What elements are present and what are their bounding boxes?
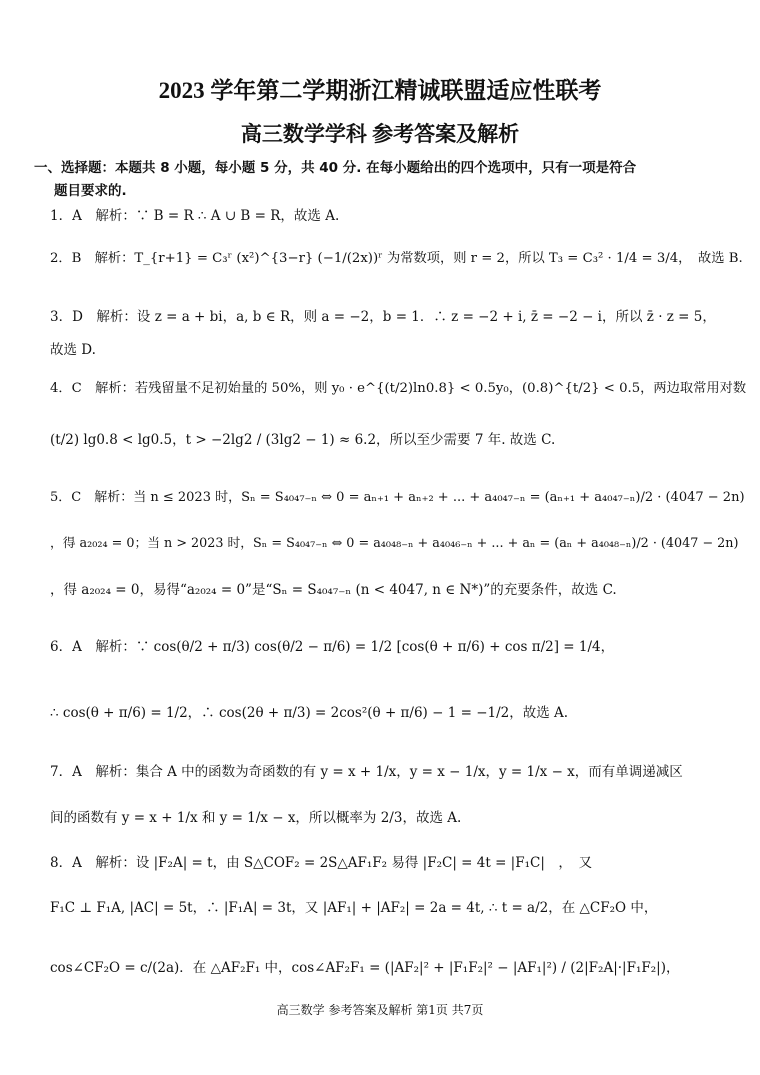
section-heading-line2: 题目要求的.: [54, 183, 127, 199]
answer-q1: 1．A 解析：∵ B = R ∴ A ∪ B = R，故选 A.: [50, 208, 340, 224]
answer-q7-line2: 间的函数有 y = x + 1/x 和 y = 1/x − x，所以概率为 2/3，故选 A.: [50, 810, 462, 826]
answer-q5-line2: ，得 a₂₀₂₄ = 0；当 n > 2023 时，Sₙ = S₄₀₄₇₋ₙ ⇔ 0 = a₄₀₄₈₋ₙ + a₄₀₄₆₋ₙ + ... + aₙ = (aₙ + a₄₀₄₈₋ₙ)/2 · (4047 − 2n): [50, 536, 739, 551]
answer-q6-line1: 6．A 解析：∵ cos(θ/2 + π/3) cos(θ/2 − π/6) = 1/2 [cos(θ + π/6) + cos π/2] = 1/4，: [50, 639, 615, 655]
document-title: 2023 学年第二学期浙江精诚联盟适应性联考: [158, 78, 602, 103]
answer-q4-line1: 4．C 解析：若残留量不足初始量的 50%，则 y₀ · e^{(t/2)ln0.8} < 0.5y₀，(0.8)^{t/2} < 0.5，两边取常用对数: [50, 381, 747, 396]
answer-q8-line2: F₁C ⊥ F₁A, |AC| = 5t，∴ |F₁A| = 3t，又 |AF₁| + |AF₂| = 2a = 4t, ∴ t = a/2，在 △CF₂O 中，: [50, 900, 658, 916]
answer-q2: 2．B 解析：T_{r+1} = C₃ʳ (x²)^{3−r} (−1/(2x))ʳ 为常数项，则 r = 2，所以 T₃ = C₃² · 1/4 = 3/4， 故选 B.: [50, 251, 743, 266]
answer-q3-line2: 故选 D.: [50, 342, 96, 358]
answer-q5-line1: 5．C 解析：当 n ≤ 2023 时，Sₙ = S₄₀₄₇₋ₙ ⇔ 0 = aₙ₊₁ + aₙ₊₂ + ... + a₄₀₄₇₋ₙ = (aₙ₊₁ + a₄₀₄₇₋ₙ)/2 · (4047 − 2n): [50, 490, 745, 505]
answer-q7-line1: 7．A 解析：集合 A 中的函数为奇函数的有 y = x + 1/x，y = x − 1/x，y = 1/x − x，而有单调递减区: [50, 764, 683, 780]
answer-q4-line2: (t/2) lg0.8 < lg0.5，t > −2lg2 / (3lg2 − 1) ≈ 6.2，所以至少需要 7 年. 故选 C.: [50, 432, 556, 448]
answer-q8-line1: 8．A 解析：设 |F₂A| = t，由 S△COF₂ = 2S△AF₁F₂ 易得 |F₂C| = 4t = |F₁C| ， 又: [50, 855, 593, 871]
page-footer: 高三数学 参考答案及解析 第1页 共7页: [276, 1003, 484, 1017]
answer-q5-line3: ，得 a₂₀₂₄ = 0，易得“a₂₀₂₄ = 0”是“Sₙ = S₄₀₄₇₋ₙ (n < 4047, n ∈ N*)”的充要条件，故选 C.: [50, 582, 617, 598]
answer-q8-line3: cos∠CF₂O = c/(2a)．在 △AF₂F₁ 中，cos∠AF₂F₁ = (|AF₂|² + |F₁F₂|² − |AF₁|²) / (2|F₂A|·|F₁F₂|)，: [50, 960, 680, 976]
section-heading-line1: 一、选择题：本题共 8 小题，每小题 5 分，共 40 分. 在每小题给出的四个选项中，只有一项是符合: [34, 160, 637, 176]
answer-q6-line2: ∴ cos(θ + π/6) = 1/2，∴ cos(2θ + π/3) = 2cos²(θ + π/6) − 1 = −1/2，故选 A.: [50, 705, 569, 721]
answer-q3-line1: 3．D 解析：设 z = a + bi，a, b ∈ R，则 a = −2，b = 1．∴ z = −2 + i, z̄ = −2 − i，所以 z̄ · z = 5，: [50, 309, 716, 325]
document-subtitle: 高三数学学科 参考答案及解析: [240, 122, 520, 146]
